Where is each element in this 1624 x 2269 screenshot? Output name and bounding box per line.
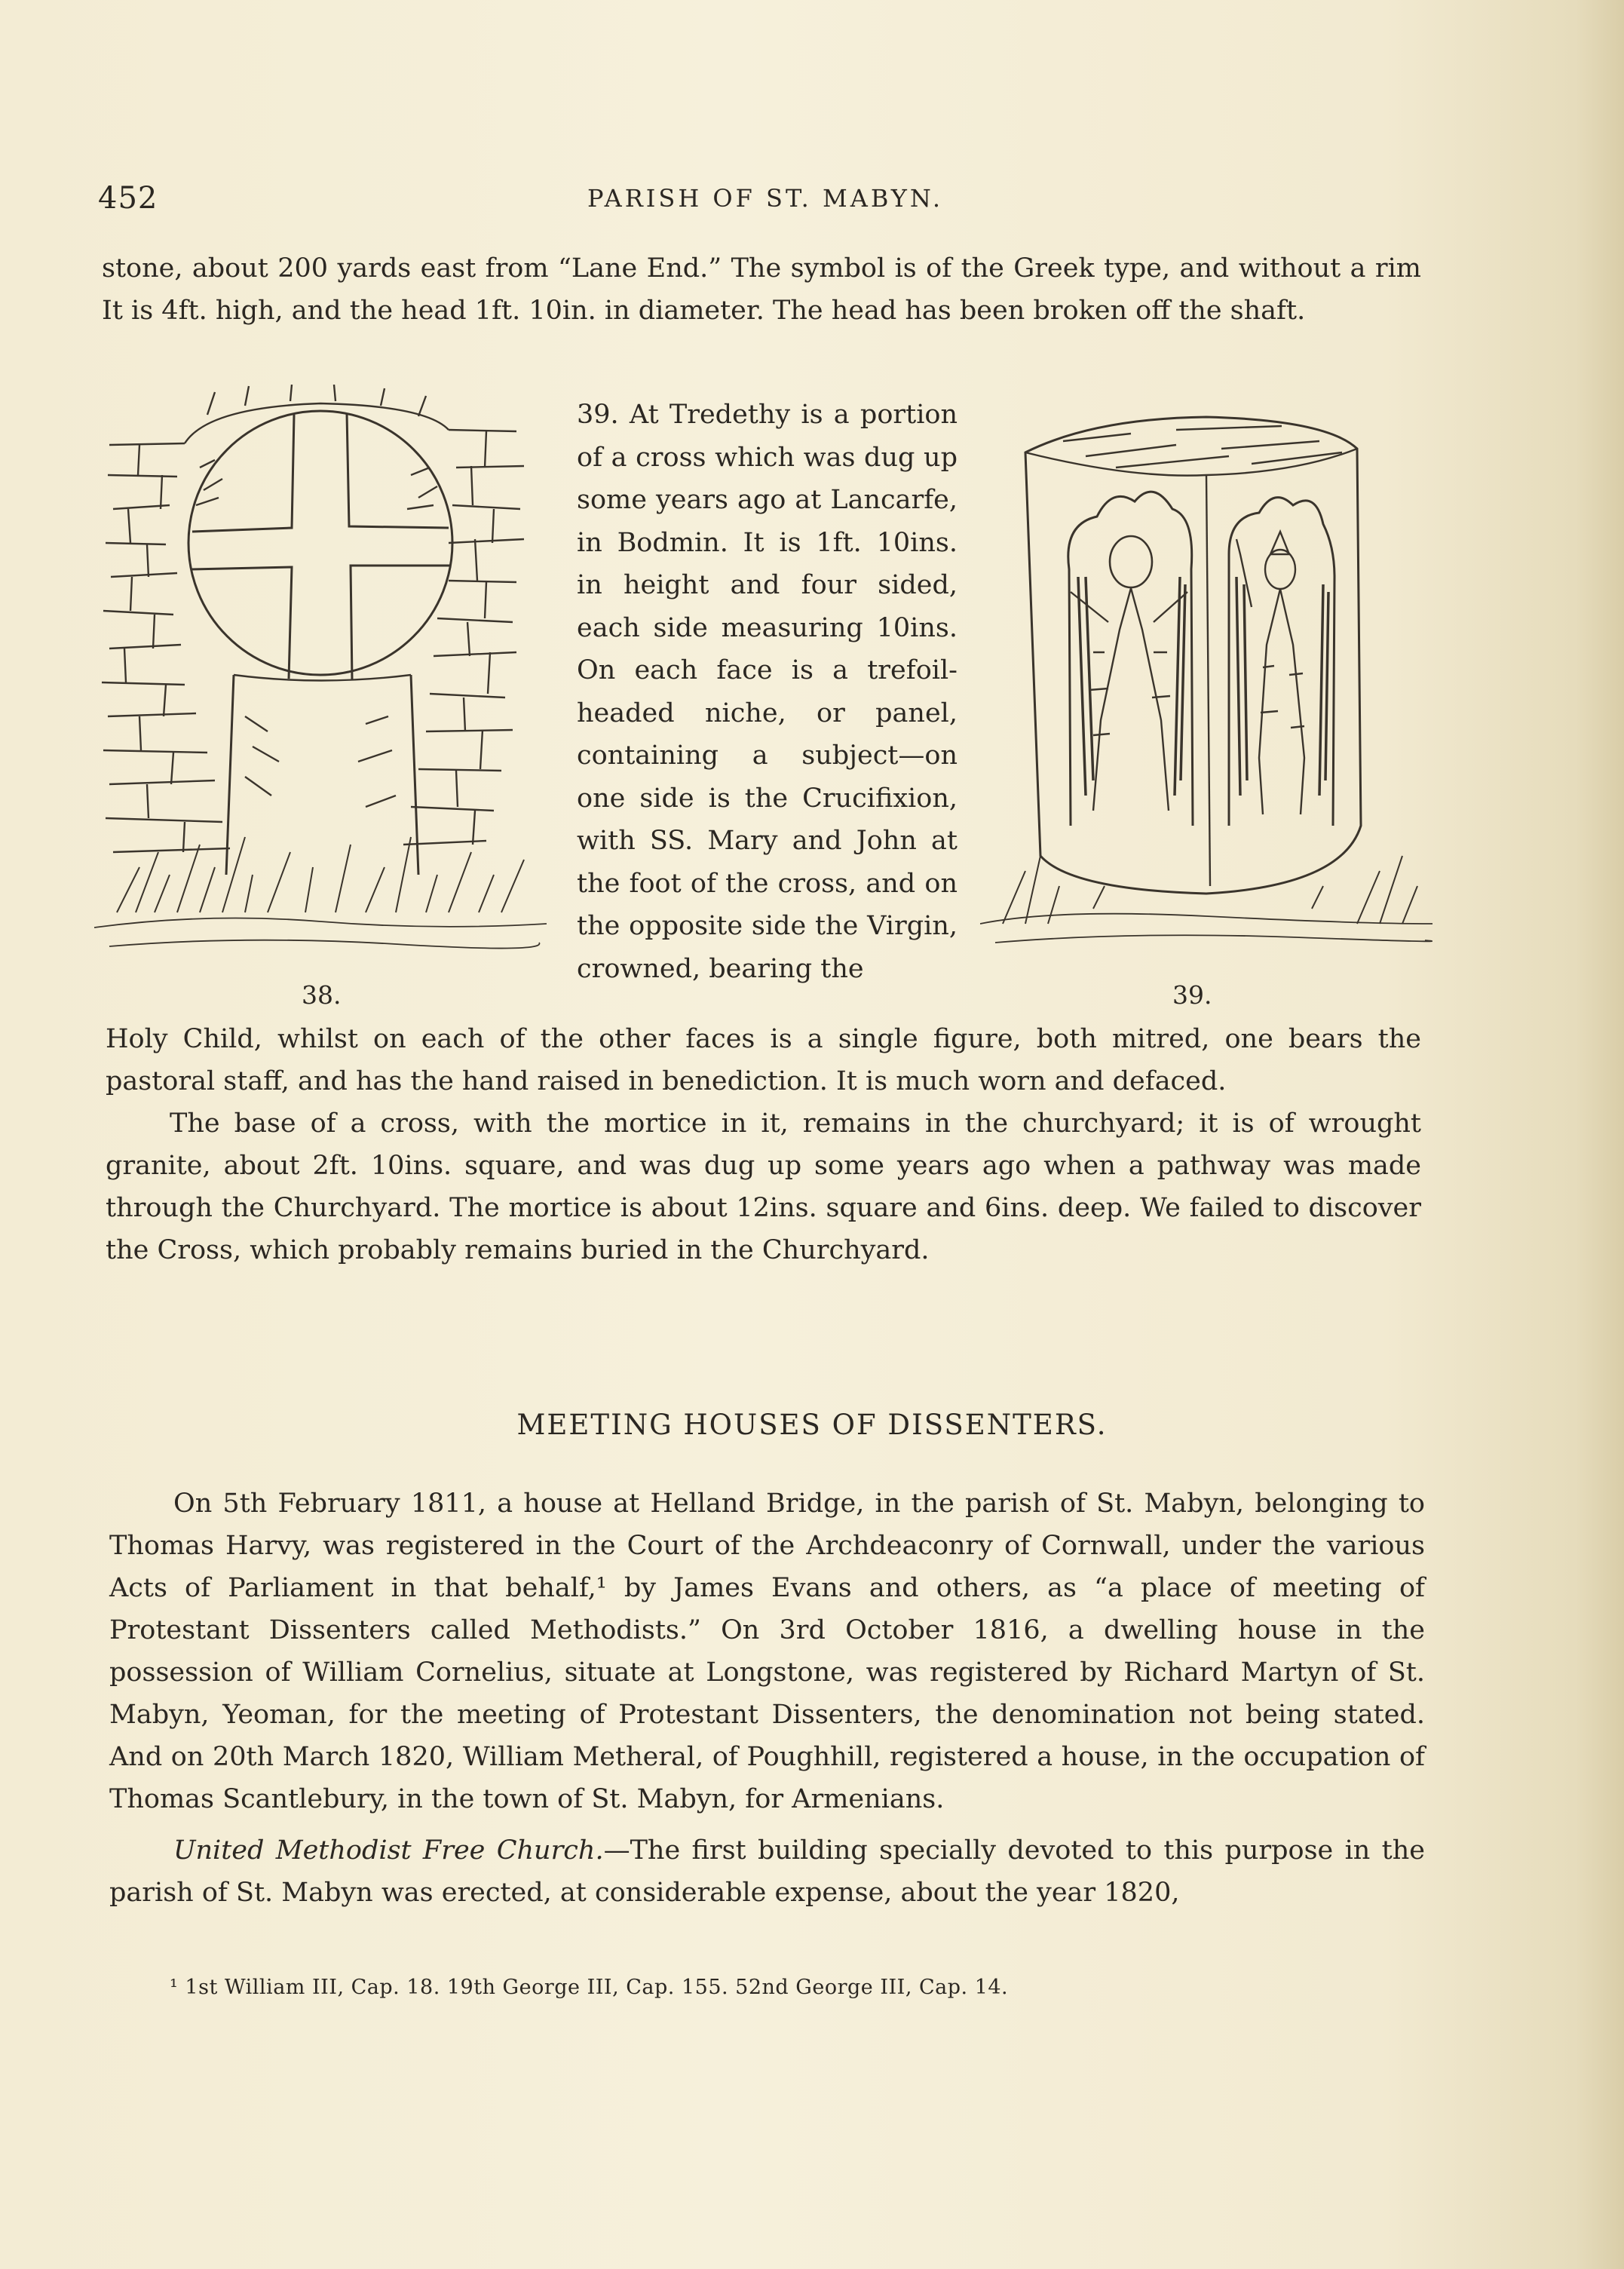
page-number: 452 (98, 181, 158, 216)
figure-39-cross-fragment-illustration (980, 403, 1432, 969)
carved-stone-drawing (980, 403, 1432, 969)
running-title: PARISH OF ST. MABYN. (587, 184, 944, 213)
top-paragraph: stone, about 200 yards east from “Lane End.” The symbol is of the Greek type, and without a rim It is 4ft. high, and the head 1ft. 10in. in diameter. The head has been broken off the shaft. (102, 253, 1421, 326)
united-methodist-heading: United Methodist Free Church. (173, 1835, 604, 1866)
figure-38-caption: 38. (302, 980, 342, 1010)
continuation-paragraph: Holy Child, whilst on each of the other faces is a single figure, both mitred, one bears the pastoral staff, and has the hand raised in benediction. It is much worn and defaced. (106, 1024, 1421, 1096)
united-methodist-paragraph (109, 1829, 1425, 1914)
figure-38-cross-illustration (94, 385, 547, 980)
section-title: MEETING HOUSES OF DISSENTERS. (516, 1409, 1108, 1441)
meeting-houses-block (109, 1483, 1425, 1914)
meeting-houses-paragraph: On 5th February 1811, a house at Helland Bridge, in the parish of St. Mabyn, belonging to Thomas Harvy, was registered in the Court of the Archdeaconry of Cornwall, under the various Acts of Parliament in that behalf,¹ by James Evans and others, as “a place of meeting of Protestant Dissenters called Methodists.” On 3rd October 1816, a dwelling house in the possession of William Cornelius, situate at Longstone, was registered by Richard Martyn of St. Mabyn, Yeoman, for the meeting of Protestant Dissenters, the denomination not being stated. And on 20th March 1820, William Metheral, of Poughhill, registered a house, in the occupation of Thomas Scantlebury, in the town of St. Mabyn, for Armenians. (109, 1489, 1425, 1814)
after-figures-block (106, 1018, 1421, 1271)
cross-in-wall-drawing (94, 385, 547, 980)
top-paragraph-block (102, 247, 1421, 332)
footnote: ¹ 1st William III, Cap. 18. 19th George III, Cap. 155. 52nd George III, Cap. 14. (170, 1976, 1009, 1999)
base-of-cross-paragraph: The base of a cross, with the mortice in it, remains in the churchyard; it is of wrought granite, about 2ft. 10ins. square, and was dug up some years ago when a pathway was made through the Churchyard. The mortice is about 12ins. square and 6ins. deep. We failed to discover the Cross, which probably remains buried in the Churchyard. (106, 1108, 1421, 1265)
column-paragraph: 39. At Tredethy is a portion of a cross which was dug up some years ago at Lancarfe, in Bodmin. It is 1ft. 10ins. in height and four sided, each side measuring 10ins. On each face is a trefoil-headed niche, or panel, containing a subject—on one side is the Crucifixion, with SS. Mary and John at the foot of the cross, and on the opposite side the Virgin, crowned, bearing the (577, 400, 958, 984)
figure-39-caption: 39. (1172, 980, 1212, 1010)
column-text-block (577, 394, 958, 990)
page-header (98, 181, 1432, 226)
united-methodist-text: —The first building specially devoted to this purpose in the parish of St. Mabyn was erected, at considerable expense, about the year 1820, (109, 1835, 1425, 1908)
